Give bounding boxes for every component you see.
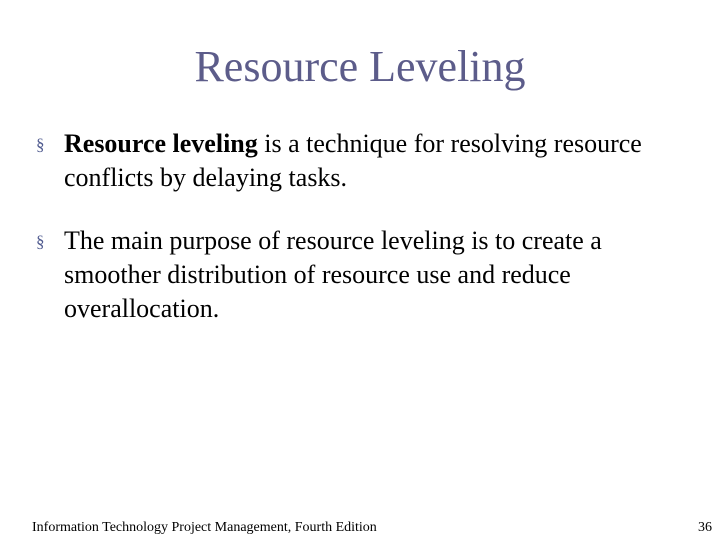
bullet-term: Resource leveling <box>64 129 258 158</box>
bullet-item-resource-leveling-purpose <box>36 224 696 326</box>
bullet-text: The main purpose of resource leveling is to create a smoother distribution of resource use and reduce overallocation. <box>64 226 602 323</box>
bullet-marker-icon: § <box>36 135 45 154</box>
slide-title: Resource Leveling <box>194 42 526 91</box>
bullet-list <box>36 127 696 355</box>
page-number: 36 <box>698 520 712 535</box>
bullet-item-resource-leveling-definition <box>36 127 696 195</box>
bullet-marker-icon: § <box>36 232 45 251</box>
bullet-text: is a technique for resolving resource conflicts by delaying tasks. <box>64 129 642 192</box>
footer-source: Information Technology Project Management, Fourth Edition <box>32 520 377 535</box>
